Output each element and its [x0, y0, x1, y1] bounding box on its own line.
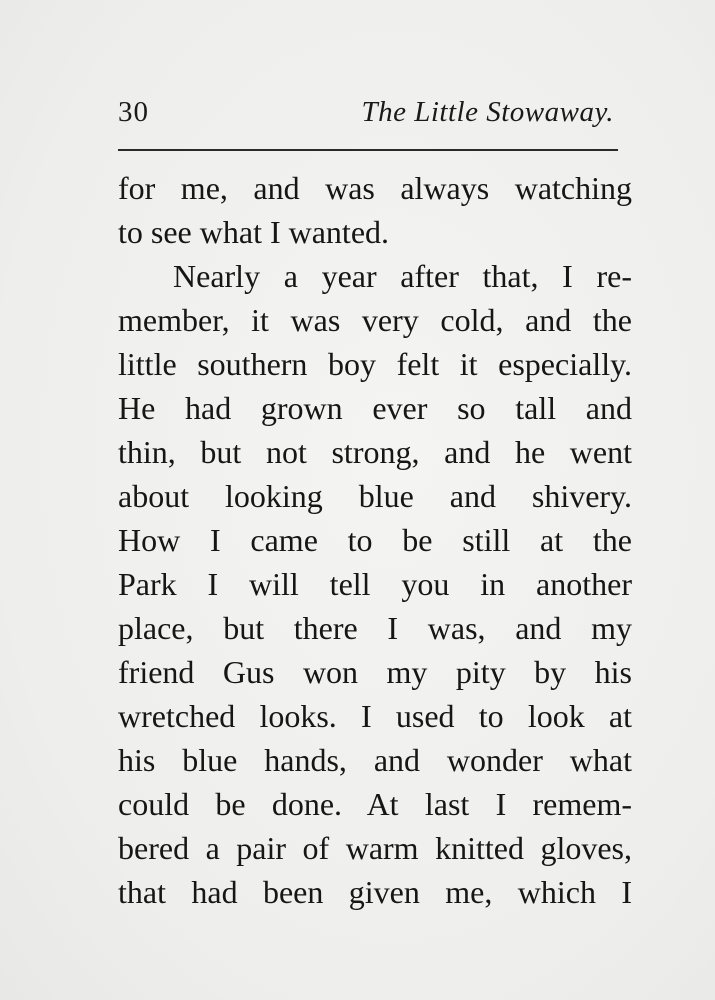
text-line: his blue hands, and wonder what: [118, 742, 632, 778]
text-line: that had been given me, which I: [118, 874, 632, 910]
header-rule: [118, 149, 618, 151]
text-line: thin, but not strong, and he went: [118, 434, 632, 470]
body-text: [118, 166, 632, 914]
text-line: about looking blue and shivery.: [118, 478, 632, 514]
running-title: The Little Stowaway.: [361, 96, 614, 128]
page-header: [118, 96, 614, 136]
text-line: place, but there I was, and my: [118, 610, 632, 646]
text-line: friend Gus won my pity by his: [118, 654, 632, 690]
text-line: little southern boy felt it especially.: [118, 346, 632, 382]
text-line: Nearly a year after that, I re-: [173, 258, 632, 294]
page-number: 30: [118, 96, 149, 128]
text-line: He had grown ever so tall and: [118, 390, 632, 426]
text-line: member, it was very cold, and the: [118, 302, 632, 338]
text-line: to see what I wanted.: [118, 214, 390, 250]
text-line: bered a pair of warm knitted gloves,: [118, 830, 632, 866]
text-line: Park I will tell you in another: [118, 566, 632, 602]
text-line: wretched looks. I used to look at: [118, 698, 632, 734]
text-line: How I came to be still at the: [118, 522, 632, 558]
text-line: could be done. At last I remem-: [118, 786, 632, 822]
text-line: for me, and was always watching: [118, 170, 632, 206]
